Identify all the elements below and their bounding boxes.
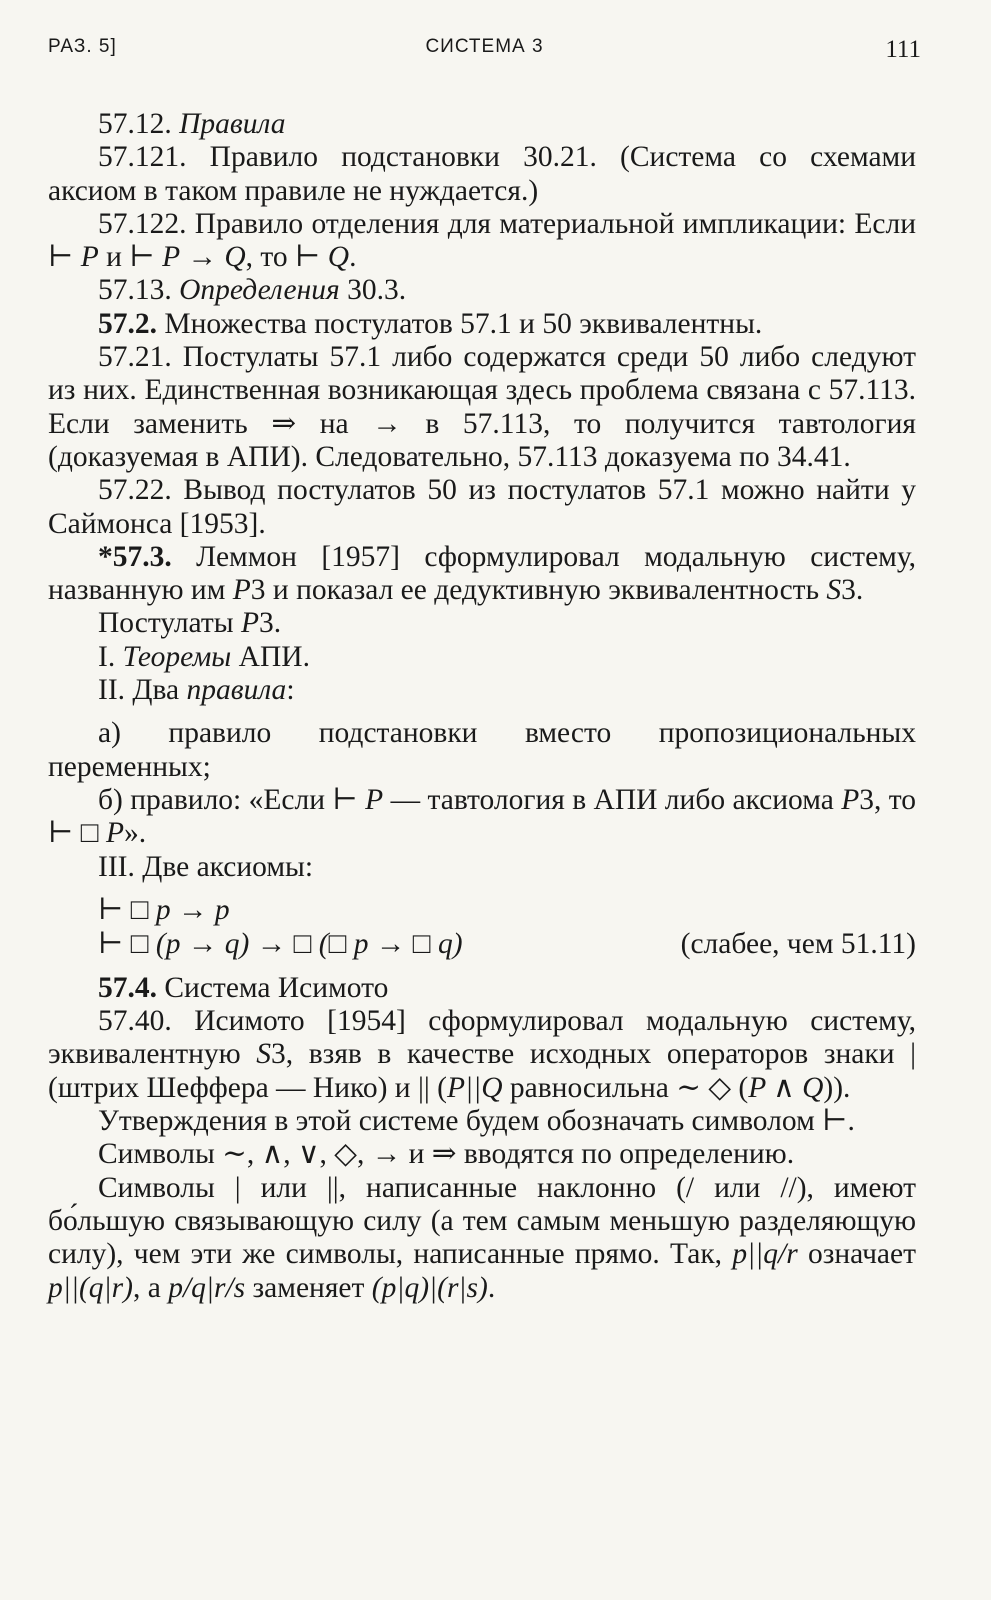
- item-title: правила: [186, 674, 287, 707]
- text-run: Множества постулатов 57.1 и 50 эквивалентны.: [157, 307, 763, 340]
- text-run: , то ⊢: [245, 241, 328, 274]
- running-header: [48, 36, 921, 76]
- section-number: 57.2.: [98, 307, 157, 340]
- item-3: III. Две аксиомы:: [98, 850, 314, 883]
- text-run: )).: [823, 1071, 851, 1104]
- text-run: — тавтология в АПИ либо аксиома: [383, 783, 842, 816]
- chapter-ref: РАЗ. 5]: [48, 36, 117, 57]
- text-run: Система Исимото: [157, 971, 389, 1004]
- formula-var: Q: [224, 241, 246, 274]
- item-1: [48, 641, 916, 674]
- symbols-definition: Символы ∼, ∧, ∨, ◇, → и ⇒ вводятся по определению.: [98, 1138, 795, 1171]
- formula-var: Q: [327, 241, 350, 274]
- formula: p||q/r: [732, 1238, 798, 1271]
- text-run: 3, взяв в качестве исходных операторов знаки | (штрих Шеффера — Нико) и || (: [48, 1038, 916, 1104]
- item-title: Теоремы: [122, 640, 232, 673]
- section-number: 57.4.: [98, 971, 157, 1004]
- text-run: и ⊢: [98, 241, 163, 274]
- rule-b: [48, 784, 916, 851]
- formula-var: P: [105, 817, 124, 850]
- text-run: 3.: [259, 607, 282, 640]
- section-57-12: [48, 108, 916, 141]
- text-run: Символы | или ||, написанные наклонно (/ или //), имеют бо́льшую связывающую силу (а тем самым меньшую разделяющую силу), чем эти же символы, написанные прямо. Так,: [48, 1171, 916, 1271]
- text-run: .: [487, 1271, 496, 1304]
- text-run: Постулаты: [98, 607, 241, 640]
- section-57-3: [48, 541, 916, 608]
- text-run: Леммон [1957] сформулировал модальную систему, названную им: [48, 540, 916, 607]
- formula-var: P: [365, 783, 384, 816]
- section-57-121: 57.121. Правило подстановки 30.21. (Система со схемами аксиом в таком правиле не нуждается.): [48, 141, 916, 207]
- page-number: 111: [885, 36, 921, 63]
- axiom-1: [48, 894, 916, 928]
- formula: p/q|r/s: [168, 1271, 246, 1304]
- rule-a: а) правило подстановки вместо пропозициональных переменных;: [48, 717, 916, 783]
- page-body: [48, 108, 916, 1305]
- section-57-13: [48, 274, 916, 307]
- text-run: 57.122. Правило отделения для материальной импликации: Если ⊢: [48, 207, 916, 274]
- text-run: 3.: [841, 574, 864, 607]
- formula-var: S: [826, 574, 842, 607]
- formula-var: P: [841, 783, 860, 816]
- text-run: 57.40. Исимото [1954] сформулировал модальную систему, эквивалентную: [48, 1005, 916, 1071]
- text-run: 3 и показал ее дедуктивную эквивалентность: [250, 574, 827, 607]
- text-run: .: [349, 241, 357, 274]
- running-title: СИСТЕМА 3: [425, 36, 544, 57]
- formula: P ∧ Q: [748, 1071, 824, 1104]
- formula: P||Q: [446, 1071, 503, 1104]
- postulates-heading: [48, 607, 916, 640]
- section-57-22: 57.22. Вывод постулатов 50 из постулатов 57.1 можно найти у Саймонса [1953].: [48, 474, 916, 540]
- text-run: равносильна ∼ ◇ (: [502, 1071, 749, 1104]
- section-57-122: [48, 208, 916, 275]
- arrow-symbol: →: [180, 241, 225, 274]
- axiom-2: [48, 928, 916, 962]
- item-number: II. Два: [98, 674, 187, 707]
- section-title: Определения: [179, 274, 340, 307]
- text-run: АПИ.: [231, 640, 310, 673]
- item-number: I.: [98, 640, 123, 673]
- text-run: 3, то ⊢ □: [48, 783, 916, 850]
- statements-note: Утверждения в этой системе будем обозначать символом ⊢.: [98, 1105, 855, 1138]
- text-run: ».: [123, 817, 147, 850]
- text-run: 30.3.: [339, 274, 407, 307]
- section-57-21: 57.21. Постулаты 57.1 либо содержатся среди 50 либо следуют из них. Единственная возникающая здесь проблема связана с 57.113. Если заменить ⇒ на → в 57.113, то получится тавтология (доказуемая в АПИ). Следовательно, 57.113 доказуема по 34.41.: [48, 341, 916, 473]
- formula: (p|q)|(r|s): [371, 1271, 488, 1304]
- text-run: б) правило: «Если ⊢: [98, 783, 366, 816]
- section-57-2: [48, 308, 916, 341]
- axiom-note: (слабее, чем 51.11): [680, 927, 916, 960]
- formula-var: S: [256, 1038, 272, 1071]
- formula-var: P: [80, 241, 99, 274]
- text-run: , а: [132, 1271, 169, 1304]
- axiom-formula: ⊢ □ (p → q) → □ (□ p → □ q): [98, 927, 463, 960]
- item-2: [48, 674, 916, 707]
- symbols-slanted: [48, 1172, 916, 1305]
- section-number: *57.3.: [98, 540, 172, 573]
- section-number: 57.13.: [98, 274, 172, 307]
- section-57-40: [48, 1005, 916, 1105]
- axiom-formula: ⊢ □ p → p: [98, 893, 230, 926]
- text-run: заменяет: [245, 1271, 372, 1304]
- formula-var: P: [162, 241, 181, 274]
- section-57-4: [48, 972, 916, 1005]
- formula-var: P: [240, 607, 260, 640]
- section-number: 57.12.: [98, 108, 172, 140]
- text-run: :: [286, 674, 295, 707]
- formula-var: P: [232, 574, 251, 607]
- section-title: Правила: [179, 108, 286, 140]
- text-run: означает: [797, 1238, 916, 1271]
- formula: p||(q|r): [48, 1271, 133, 1304]
